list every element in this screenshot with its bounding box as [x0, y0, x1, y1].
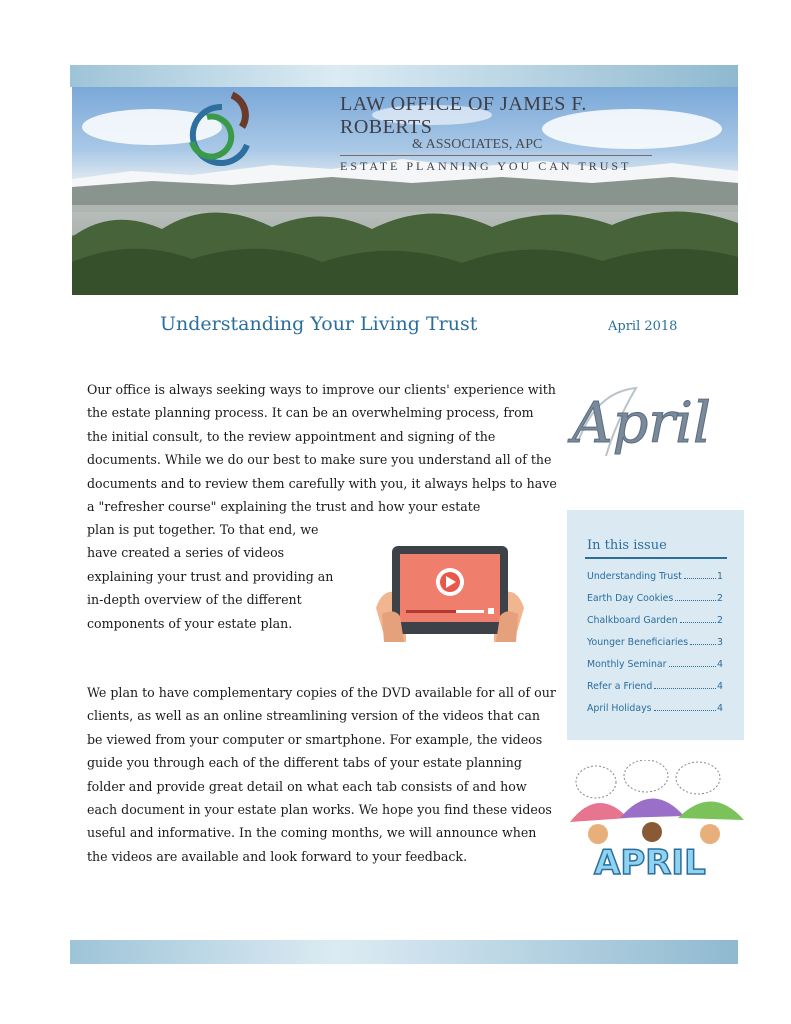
header-bar [70, 65, 738, 87]
toc-item-label: Earth Day Cookies [587, 593, 674, 604]
logo-firm-name: LAW OFFICE OF JAMES F. ROBERTS [340, 93, 587, 138]
toc-item-label: Monthly Seminar [587, 659, 667, 670]
article-paragraph-2: We plan to have complementary copies of the DVD available for all of our clients, as well as an online streamlining version of the videos that can be viewed from your computer or smartphone. For example, the videos guide you through each of the different tabs of your estate planning folder and provide great detail on what each tab consists of and how each document in your estate plan works. We hope you find these videos useful and informative. In the coming months, we will announce when the videos are available and look forward to your feedback. [87, 685, 556, 864]
toc-item[interactable] [587, 571, 723, 582]
article-title: Understanding Your Living Trust [160, 313, 478, 335]
toc-item[interactable] [587, 593, 723, 604]
issue-date: April 2018 [608, 319, 678, 334]
sidebar-divider [585, 557, 727, 559]
toc-item-page: 4 [717, 703, 723, 714]
article-paragraph-1: Our office is always seeking ways to improve our clients' experience with the estate planning process. It can be an overwhelming process, from the initial consult, to the review appointment and signing of the documents. While we do our best to make sure you understand all of the documents and to review them carefully with you, it always helps to have a "refresher course" explaining the trust and how your estate [87, 382, 557, 515]
toc-item[interactable] [587, 659, 723, 670]
toc-item-page: 3 [717, 637, 723, 648]
toc-item[interactable] [587, 637, 723, 648]
toc-item-label: April Holidays [587, 703, 652, 714]
april-kids-image [568, 760, 746, 882]
april-script-image [566, 372, 746, 472]
april-script-text: April [572, 391, 711, 456]
toc-item-page: 2 [717, 593, 723, 604]
toc-item-label: Refer a Friend [587, 681, 653, 692]
footer-bar [70, 940, 738, 964]
toc-item-label: Chalkboard Garden [587, 615, 678, 626]
header-banner [72, 87, 738, 295]
logo-divider [340, 155, 652, 156]
in-this-issue-title: In this issue [587, 538, 667, 553]
toc-item-label: Understanding Trust [587, 571, 682, 582]
toc-item-page: 2 [717, 615, 723, 626]
toc-item-label: Younger Beneficiaries [587, 637, 689, 648]
article-paragraph-1-continued: plan is put together. To that end, we have created a series of videos explaining your trust and providing an in-depth overview of the different components of your estate plan. [87, 522, 334, 631]
logo-firm-suffix: & ASSOCIATES, APC [412, 137, 543, 152]
toc-item[interactable] [587, 615, 723, 626]
toc-item[interactable] [587, 681, 723, 692]
toc-item-page: 1 [717, 571, 723, 582]
toc-item-page: 4 [717, 659, 723, 670]
logo-text [340, 93, 670, 174]
april-kids-text: APRIL [594, 843, 706, 882]
toc-item[interactable] [587, 703, 723, 714]
in-this-issue-panel [567, 510, 744, 740]
logo-tagline: ESTATE PLANNING YOU CAN TRUST [340, 159, 632, 173]
video-tablet-icon [376, 542, 524, 646]
toc-item-page: 4 [717, 681, 723, 692]
